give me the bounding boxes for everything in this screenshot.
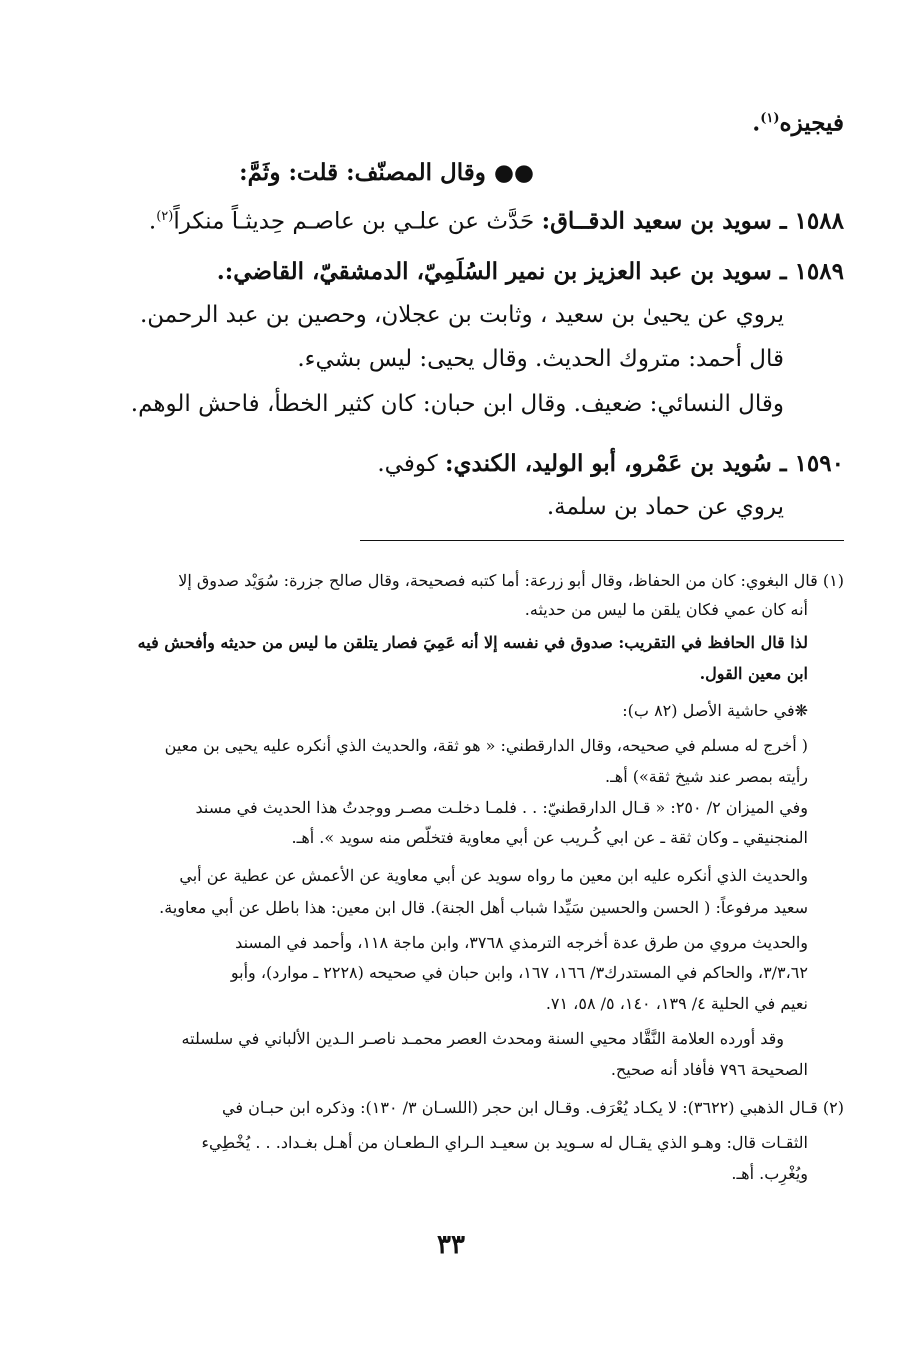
footnote-divider — [360, 540, 844, 541]
entry-1590-suffix: كوفي. — [377, 451, 438, 477]
note1-line-6: ( أخرج له مسلم في صحيحه، وقال الدارقطني: « هو ثقة، والحديث الذي أنكره عليه يحيى بن معين — [164, 736, 808, 755]
note1-line-7: رأيته بمصر عند شيخ ثقة») أهـ. — [604, 767, 808, 786]
note1-line-5: ❋في حاشية الأصل (٨٢ ب): — [622, 701, 808, 720]
author-note: وقال المصنّف: قلت: وثَمَّ: — [239, 159, 486, 186]
entry-1589-title: ١٥٨٩ ـ سويد بن عبد العزيز بن نمير السُلَمِيّ، الدمشقيّ، القاضي:. — [216, 258, 844, 285]
section-marker: ●● — [493, 159, 534, 186]
note1-line-16: الصحيحة ٧٩٦ فأفاد أنه صحيح. — [610, 1060, 808, 1079]
page-number: ٣٣ — [437, 1230, 465, 1260]
note1-line-3: لذا قال الحافظ في التقريب: صدوق في نفسه إلا أنه عَمِيَ فصار يتلقن ما ليس من حديثه وأفحش فيه — [137, 633, 808, 652]
note2-line-2: الثقـات قال: وهـو الذي يقـال له سـويد بن سعيـد الـراي الـطعـان من أهـل بغـداد. . . يُخْطِيء — [201, 1133, 808, 1152]
entry-1590 — [377, 449, 844, 479]
note2-line-1: (٢) قـال الذهبي (٣٦٢٢): لا يكـاد يُعْرَف. وقـال ابن حجر (اللسـان ٣/ ١٣٠): وذكره ابن حبـان في — [222, 1098, 844, 1117]
entry-1588 — [149, 202, 844, 237]
footnote-ref-1: (١) — [760, 111, 780, 126]
note1-line-12: والحديث مروي من طرق عدة أخرجه الترمذي ٣٧٦٨، وابن ماجة ١١٨، وأحمد في المسند — [235, 933, 808, 952]
note1-line-15: وقد أورده العلامة النَّقَّاد محيي السنة ومحدث العصر محمـد ناصـر الـدين الألباني في سلسلته — [181, 1029, 784, 1048]
note1-line-2: أنه كان عمي فكان يلقن ما ليس من حديثه. — [524, 600, 808, 619]
note1-line-13: ٣/٣،٦٢، والحاكم في المستدرك٣/ ١٦٦، ١٦٧، وابن حبان في صحيحه (٢٢٢٨ ـ موارد)، وأبو — [230, 963, 808, 982]
author-note-line — [239, 158, 534, 188]
continuation-word: فيجيزه — [779, 109, 844, 137]
note1-line-11: سعيد مرفوعاً: ( الحسن والحسين سَيِّدا شباب أهل الجنة). قال ابن معين: هذا باطل عن أبي معاوية. — [159, 898, 808, 917]
note1-line-8: وفي الميزان ٢/ ٢٥٠: « قـال الدارقطنيّ: . . فلمـا دخلـت مصـر ووجدتُ هذا الحديث في مسند — [195, 798, 808, 817]
entry-1590-title: ١٥٩٠ ـ سُويد بن عَمْرو، أبو الوليد، الكندي: — [445, 450, 844, 477]
note1-line-14: نعيم في الحلية ٤/ ١٣٩، ١٤٠، ٥/ ٥٨، ٧١. — [545, 994, 808, 1013]
continuation-line — [752, 104, 844, 139]
entry-1589-line-3: وقال النسائي: ضعيف. وقال ابن حبان: كان كثير الخطأ، فاحش الوهم. — [130, 391, 784, 417]
entry-1588-end: . — [148, 208, 157, 235]
entry-1590-line: يروي عن حماد بن سلمة. — [546, 494, 784, 520]
note1-line-10: والحديث الذي أنكره عليه ابن معين ما رواه سويد عن أبي معاوية عن الأعمش عن عطية عن أبي — [179, 866, 808, 885]
note2-line-3: ويُغْرِب. أهـ. — [731, 1164, 808, 1183]
entry-1589-line-1: يروي عن يحيىٰ بن سعيد ، وثابت بن عجلان، وحصين بن عبد الرحمن. — [139, 302, 784, 328]
entry-1588-title: ١٥٨٨ ـ سويد بن سعيد الدقــاق: — [541, 207, 844, 235]
footnote-ref-2: (٢) — [156, 209, 174, 224]
note1-line-4: ابن معين القول. — [699, 664, 808, 683]
continuation-end: . — [752, 109, 761, 137]
note1-line-9: المنجنيقي ـ وكان ثقة ـ عن ابي كُـريب عن أبي معاوية فتخلّص منه سويد ». أهـ. — [291, 828, 808, 847]
note1-line-1: (١) قال البغوي: كان من الحفاظ، وقال أبو زرعة: أما كتبه فصحيحة، وقال صالح جزرة: سُوَيْد صدوق إلا — [178, 571, 844, 590]
entry-1589-line-2: قال أحمد: متروك الحديث. وقال يحيى: ليس بشيء. — [297, 346, 784, 372]
entry-1588-text: حَدَّث عن علـي بن عاصـم حِديثـاً منكراً — [173, 208, 535, 235]
